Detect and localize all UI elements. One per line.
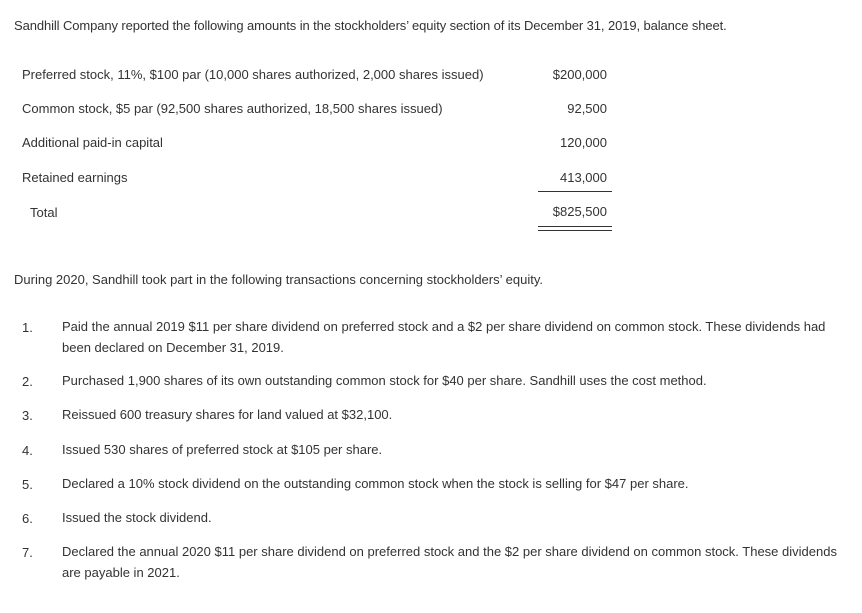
list-item-number: 3. [22,408,33,423]
row-value-additional-paid-in-capital: 120,000 [560,135,607,150]
list-item-text: Declared a 10% stock dividend on the outstanding common stock when the stock is selling for $47 per share. [62,476,689,491]
intro-text: Sandhill Company reported the following amounts in the stockholders’ equity section of its December 31, 2019, balance sheet. [14,18,727,33]
subtotal-underline [538,191,612,192]
row-label-preferred-stock: Preferred stock, 11%, $100 par (10,000 shares authorized, 2,000 shares issued) [22,67,484,82]
list-item-text: Reissued 600 treasury shares for land valued at $32,100. [62,407,393,422]
list-item-number: 6. [22,511,33,526]
row-label-total: Total [30,205,58,220]
row-label-common-stock: Common stock, $5 par (92,500 shares authorized, 18,500 shares issued) [22,101,443,116]
list-item-text: Purchased 1,900 shares of its own outstanding common stock for $40 per share. Sandhill uses the cost method. [62,373,707,388]
list-item-number: 2. [22,374,33,389]
row-value-total: $825,500 [552,204,607,219]
total-double-underline [538,226,612,231]
list-item-text: Issued 530 shares of preferred stock at $105 per share. [62,442,383,457]
list-item-text: Declared the annual 2020 $11 per share dividend on preferred stock and the $2 per share dividend on common stock. These dividends are payable in 2021. [62,544,837,580]
during-text: During 2020, Sandhill took part in the following transactions concerning stockholders’ equity. [14,272,543,287]
row-value-preferred-stock: $200,000 [552,67,607,82]
row-value-common-stock: 92,500 [567,101,607,116]
list-item-number: 7. [22,545,33,560]
row-label-additional-paid-in-capital: Additional paid-in capital [22,135,163,150]
row-value-retained-earnings: 413,000 [560,170,607,185]
list-item-number: 4. [22,443,33,458]
row-label-retained-earnings: Retained earnings [22,170,128,185]
list-item-number: 1. [22,320,33,335]
list-item-text: Paid the annual 2019 $11 per share dividend on preferred stock and a $2 per share dividend on common stock. These dividends had been declared on December 31, 2019. [62,319,826,355]
list-item-number: 5. [22,477,33,492]
list-item-text: Issued the stock dividend. [62,510,212,525]
